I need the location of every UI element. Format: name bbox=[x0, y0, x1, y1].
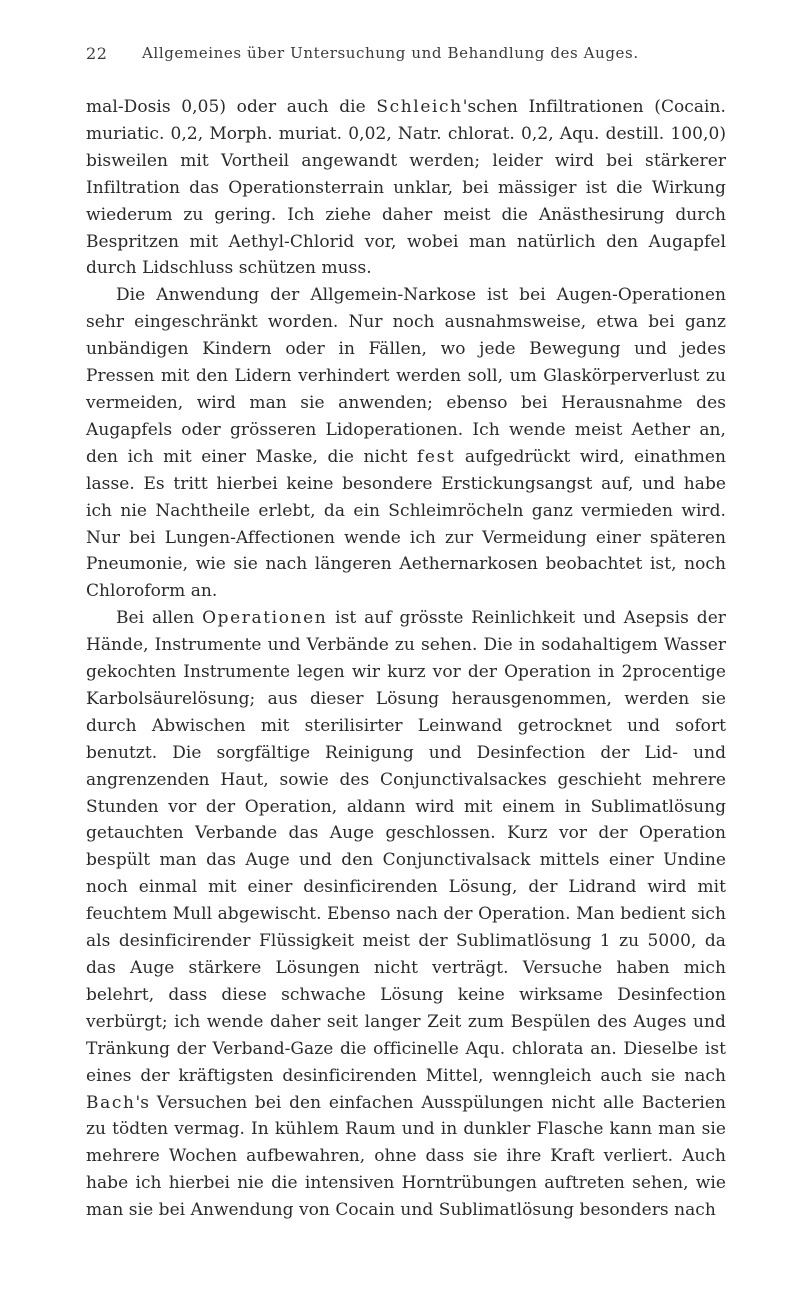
text-segment: mal-Dosis 0,05) oder auch die bbox=[86, 97, 377, 117]
text-segment: aufgedrückt wird, einathmen lasse. Es tritt hierbei keine besondere Erstickungsangst auf, und habe ich nie Nachtheile erlebt, da ein Schleimröcheln ganz vermieden wird. Nur bei Lungen-Affectionen wende ich zur Vermeidung einer späteren Pneumonie, wie sie nach längeren Aethernarkosen beobachtet ist, noch Chloroform an. bbox=[86, 446, 727, 602]
paragraph-2 bbox=[86, 282, 726, 605]
text-segment: ist auf grösste Reinlichkeit und Asepsis der Hände, Instrumente und Verbände zu sehen. Die in sodahaltigem Wasser gekochten Instrumente legen wir kurz vor der Operation in 2procentige Karbolsäurelösung; aus dieser Lösung herausgenommen, werden sie durch Abwischen mit sterilisirter Leinwand getrocknet und sofort benutzt. Die sorgfältige Reinigung und Desinfection der Lid- und angrenzenden Haut, sowie des Conjunctivalsackes geschieht mehrere Stunden vor der Operation, aldann wird mit einem in Sublimatlösung getauchten Verbande das Auge geschlossen. Kurz vor der Operation bespült man das Auge und den Conjunctivalsack mittels einer Undine noch einmal mit einer desinficirenden Lösung, der Lidrand wird mit feuchtem Mull abgewischt. Ebenso nach der Operation. Man bedient sich als desinficirender Flüssigkeit meist der Sublimatlösung 1 zu 5000, da das Auge stärkere Lösungen nicht verträgt. Versuche haben mich belehrt, dass diese schwache Lösung keine wirksame Desinfection verbürgt; ich wende daher seit langer Zeit zum Bespülen des Auges und Tränkung der Verband-Gaze die officinelle Aqu. chlorata an. Dieselbe ist eines der kräftigsten desinficirenden Mittel, wenngleich auch sie nach bbox=[86, 608, 726, 1086]
running-head bbox=[86, 44, 726, 68]
body-text bbox=[86, 94, 726, 1224]
spaced-name-schleich: Schleich bbox=[376, 97, 463, 117]
spaced-word-fest: fest bbox=[417, 446, 456, 467]
paragraph-3 bbox=[86, 605, 726, 1224]
running-title: Allgemeines über Untersuchung und Behandlung des Auges. bbox=[142, 44, 639, 62]
paragraph-1 bbox=[86, 94, 726, 282]
page-number: 22 bbox=[86, 44, 108, 63]
spaced-name-bach: Bach bbox=[86, 1092, 136, 1113]
text-segment: Bei allen bbox=[116, 608, 203, 629]
text-segment: 'schen Infiltrationen (Cocain. muriatic. 0,2, Morph. muriat. 0,02, Natr. chlorat. 0,2, Aqu. destill. 100,0) bisweilen mit Vortheil angewandt werden; leider wird bei stärkerer Infiltration das Operationsterrain unklar, bei mässiger ist die Wirkung wiederum zu gering. Ich ziehe daher meist die Anästhesirung durch Bespritzen mit Aethyl-Chlorid vor, wobei man natürlich den Augapfel durch Lidschluss schützen muss. bbox=[86, 97, 726, 279]
text-segment: Die Anwendung der Allgemein-Narkose ist bei Augen-Operationen sehr eingeschränkt worden. Nur noch ausnahmsweise, etwa bei ganz unbändigen Kindern oder in Fällen, wo jede Bewegung und jedes Pressen mit den Lidern verhindert werden soll, um Glaskörperverlust zu vermeiden, wird man sie anwenden; ebenso bei Herausnahme des Augapfels oder grösseren Lidoperationen. Ich wende meist Aether an, den ich mit einer Maske, die nicht bbox=[86, 285, 726, 467]
spaced-word-operationen: Operationen bbox=[202, 608, 328, 629]
text-segment: 's Versuchen bei den einfachen Ausspülungen nicht alle Bacterien zu tödten vermag. In kühlem Raum und in dunkler Flasche kann man sie mehrere Wochen aufbewahren, ohne dass sie ihre Kraft verliert. Auch habe ich hierbei nie die intensiven Horntrübungen auftreten sehen, wie man sie bei Anwendung von Cocain und Sublimatlösung besonders nach bbox=[86, 1092, 726, 1221]
